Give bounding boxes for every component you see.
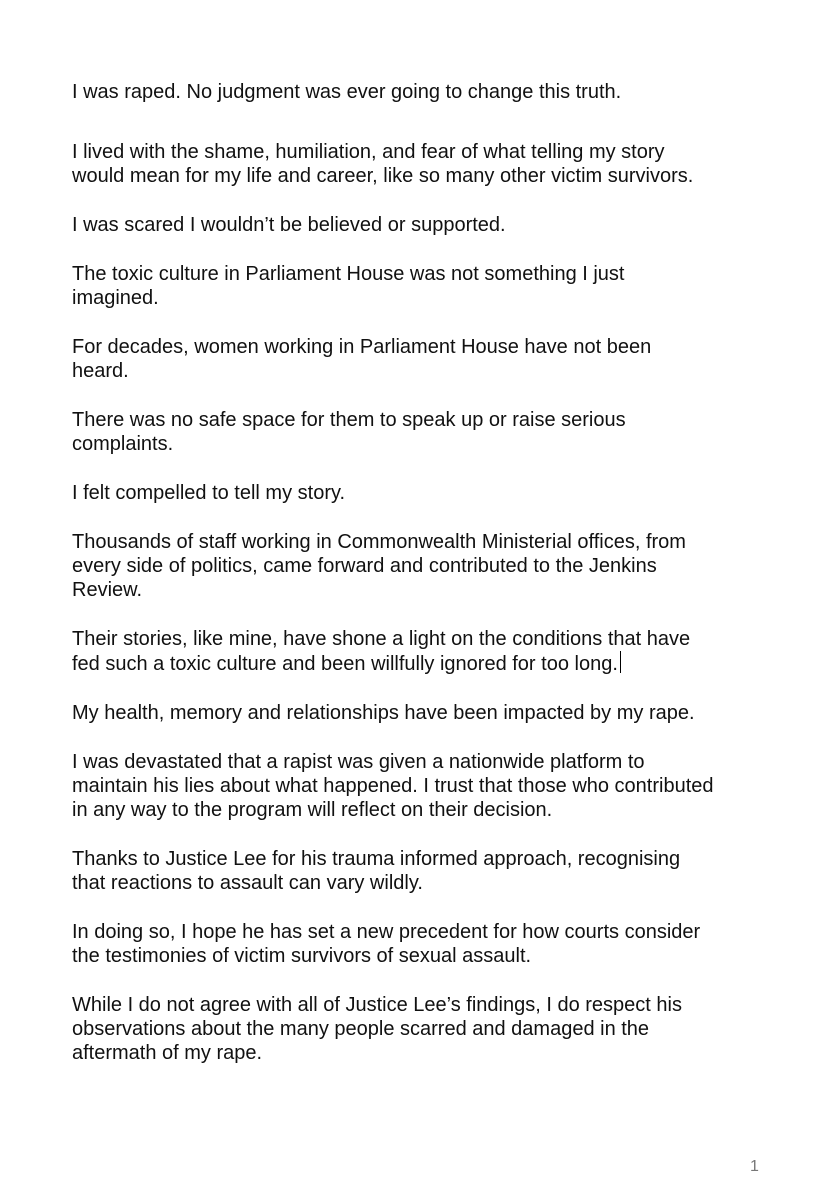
paragraph-4: [72, 262, 772, 310]
paragraph-3: [72, 213, 772, 237]
line: The toxic culture in Parliament House was not something I just: [72, 263, 625, 285]
line: the testimonies of victim survivors of sexual assault.: [72, 945, 532, 967]
paragraph-11: [72, 750, 772, 822]
line: For decades, women working in Parliament House have not been: [72, 336, 652, 358]
line: in any way to the program will reflect on their decision.: [72, 799, 553, 821]
paragraph-6: [72, 408, 772, 456]
line: I was raped. No judgment was ever going to change this truth.: [72, 81, 622, 103]
line: I lived with the shame, humiliation, and fear of what telling my story: [72, 141, 665, 163]
line: observations about the many people scarred and damaged in the: [72, 1018, 650, 1040]
line: I was devastated that a rapist was given a nationwide platform to: [72, 751, 645, 773]
line: complaints.: [72, 433, 174, 455]
line: fed such a toxic culture and been willfully ignored for too long.: [72, 653, 618, 675]
text-cursor: [620, 651, 621, 673]
line: heard.: [72, 360, 129, 382]
line: There was no safe space for them to speak up or raise serious: [72, 409, 626, 431]
paragraph-2: [72, 140, 772, 188]
paragraph-14: [72, 993, 772, 1065]
paragraph-7: [72, 481, 772, 505]
paragraph-8: [72, 530, 772, 602]
line: maintain his lies about what happened. I trust that those who contributed: [72, 775, 714, 797]
line: While I do not agree with all of Justice Lee’s findings, I do respect his: [72, 994, 682, 1016]
line: Thanks to Justice Lee for his trauma informed approach, recognising: [72, 848, 681, 870]
paragraph-12: [72, 847, 772, 895]
line: My health, memory and relationships have been impacted by my rape.: [72, 702, 695, 724]
line: would mean for my life and career, like so many other victim survivors.: [72, 165, 694, 187]
paragraph-9: [72, 627, 772, 676]
paragraph-1: [72, 80, 772, 104]
paragraph-5: [72, 335, 772, 383]
line: Review.: [72, 579, 143, 601]
document-body: [72, 80, 772, 1065]
line: imagined.: [72, 287, 159, 309]
paragraph-10: [72, 701, 772, 725]
page-number: 1: [750, 1158, 759, 1175]
line: aftermath of my rape.: [72, 1042, 263, 1064]
line: that reactions to assault can vary wildly.: [72, 872, 423, 894]
line: every side of politics, came forward and contributed to the Jenkins: [72, 555, 657, 577]
line: In doing so, I hope he has set a new precedent for how courts consider: [72, 921, 701, 943]
line: Their stories, like mine, have shone a light on the conditions that have: [72, 628, 691, 650]
line: I felt compelled to tell my story.: [72, 482, 346, 504]
line: Thousands of staff working in Commonwealth Ministerial offices, from: [72, 531, 686, 553]
paragraph-13: [72, 920, 772, 968]
line: I was scared I wouldn’t be believed or supported.: [72, 214, 506, 236]
